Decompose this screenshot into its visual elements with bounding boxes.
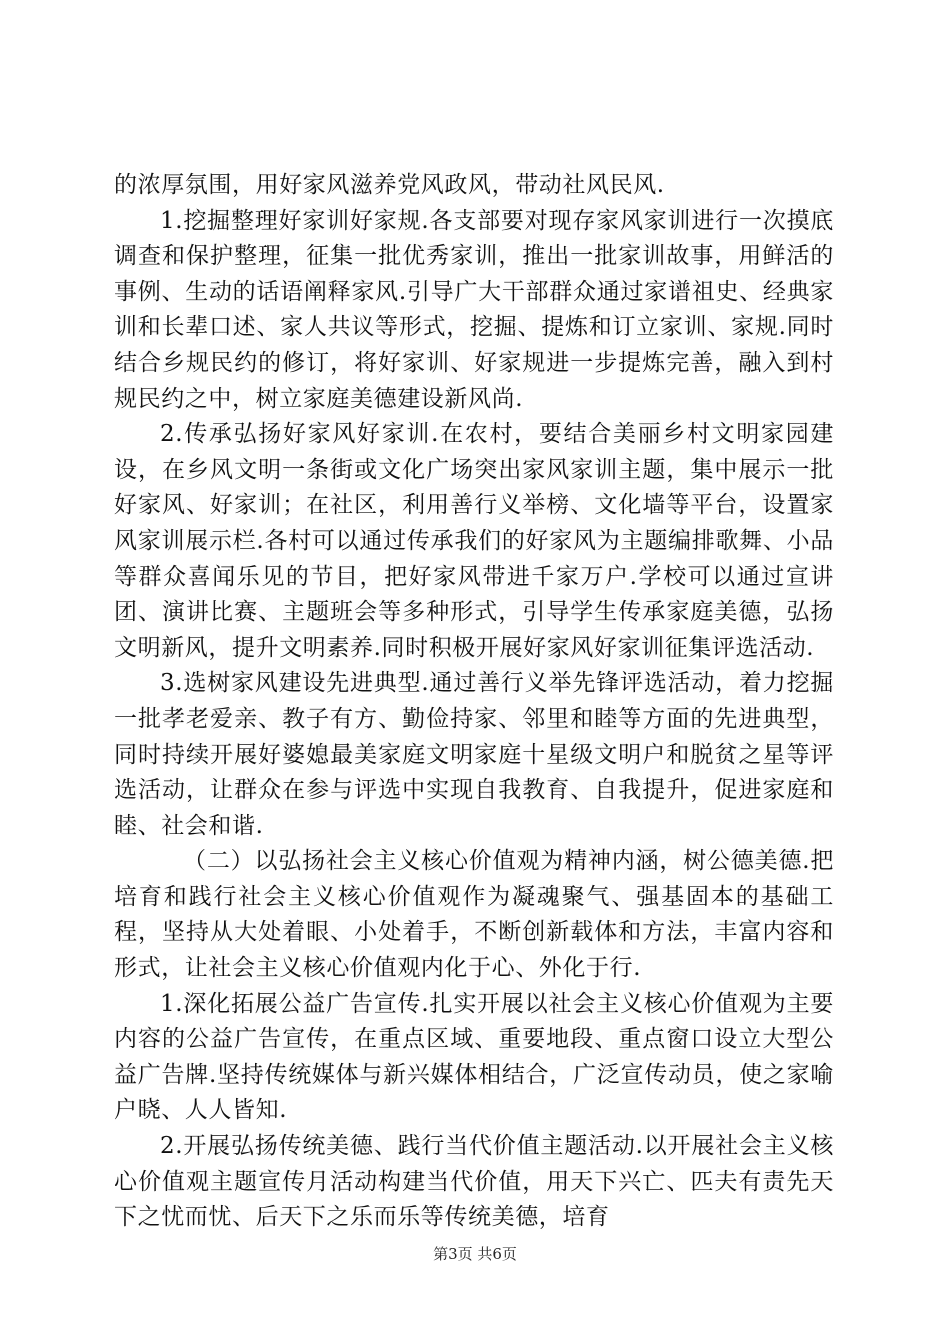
paragraph-continuation: 的浓厚氛围，用好家风滋养党风政风，带动社风民风. [114, 172, 665, 198]
paragraph-item-3-role-models: 3.选树家风建设先进典型.通过善行义举先锋评选活动，着力挖掘一批孝老爱亲、教子有方、勤俭持家、邻里和睦等方面的先进典型，同时持续开展好婆媳最美家庭文明家庭十星级文明户和脱贫之星等评选活动，让群众在参与评选中实现自我教育、自我提升，促进家庭和睦、社会和谐. [114, 670, 834, 839]
paragraph-item-2-family-tradition: 2.传承弘扬好家风好家训.在农村，要结合美丽乡村文明家园建设，在乡风文明一条街或文化广场突出家风家训主题，集中展示一批好家风、好家训；在社区，利用善行义举榜、文化墙等平台，设置家风家训展示栏.各村可以通过传承我们的好家风为主题编排歌舞、小品等群众喜闻乐见的节目，把好家风带进千家万户.学校可以通过宣讲团、演讲比赛、主题班会等多种形式，引导学生传承家庭美德，弘扬文明新风，提升文明素养.同时积极开展好家风好家训征集评选活动. [114, 421, 834, 661]
paragraph-item-2-traditional-virtues: 2.开展弘扬传统美德、践行当代价值主题活动.以开展社会主义核心价值观主题宣传月活动构建当代价值，用天下兴亡、匹夫有责先天下之忧而忧、后天下之乐而乐等传统美德，培育 [114, 1133, 834, 1231]
document-body [114, 168, 834, 1236]
paragraph-item-1-family-rules: 1.挖掘整理好家训好家规.各支部要对现存家风家训进行一次摸底调查和保护整理，征集一批优秀家训，推出一批家训故事，用鲜活的事例、生动的话语阐释家风.引导广大干部群众通过家谱祖史、经典家训和长辈口述、家人共议等形式，挖掘、提炼和订立家训、家规.同时结合乡规民约的修订，将好家训、好家规进一步提炼完善，融入到村规民约之中，树立家庭美德建设新风尚. [114, 207, 834, 412]
paragraph-item-1-public-ads: 1.深化拓展公益广告宣传.扎实开展以社会主义核心价值观为主要内容的公益广告宣传，在重点区域、重要地段、重点窗口设立大型公益广告牌.坚持传统媒体与新兴媒体相结合，广泛宣传动员，使之家喻户晓、人人皆知. [114, 990, 834, 1124]
page-number-footer: 第3页 共6页 [433, 1245, 517, 1263]
paragraph-section-2-core-values: （二）以弘扬社会主义核心价值观为精神内涵，树公德美德.把培育和践行社会主义核心价值观作为凝魂聚气、强基固本的基础工程，坚持从大处着眼、小处着手，不断创新载体和方法，丰富内容和形式，让社会主义核心价值观内化于心、外化于行. [114, 848, 834, 982]
